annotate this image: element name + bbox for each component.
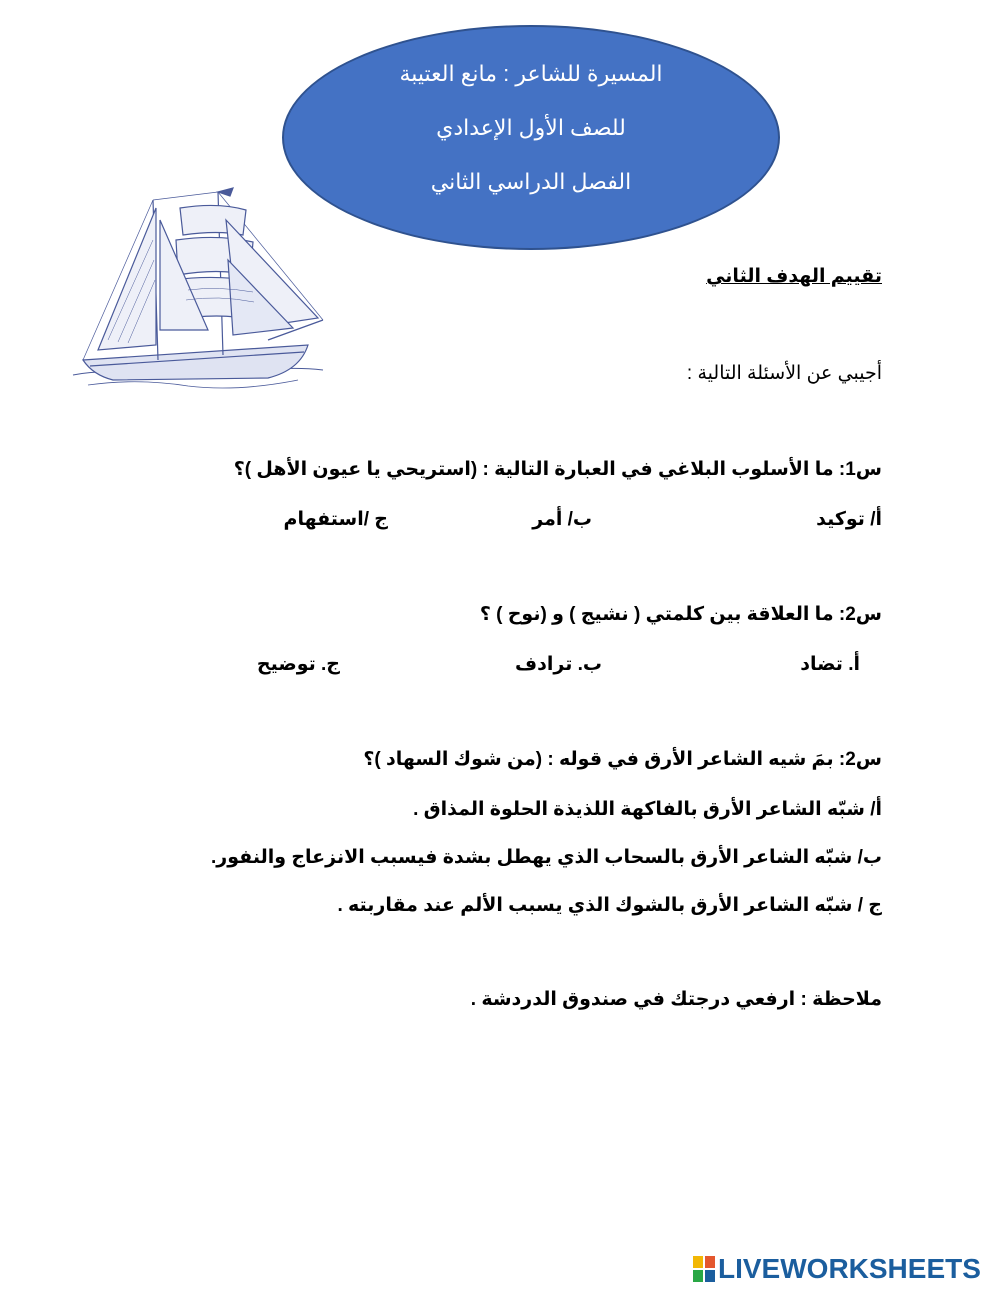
- question-3: س2: بمَ شيه الشاعر الأرق في قوله : (من شوك السهاد )؟: [363, 749, 882, 770]
- instruction-text: أجيبي عن الأسئلة التالية :: [686, 363, 882, 384]
- question-3-option-b[interactable]: ب/ شبّه الشاعر الأرق بالسحاب الذي يهطل بشدة فيسبب الانزعاج والنفور.: [211, 847, 882, 868]
- question-3-option-a[interactable]: أ/ شبّه الشاعر الأرق بالفاكهة اللذيذة الحلوة المذاق .: [413, 799, 882, 820]
- note-text: ملاحظة : ارفعي درجتك في صندوق الدردشة .: [470, 989, 882, 1010]
- question-1: س1: ما الأسلوب البلاغي في العبارة التالية : (استريحي يا عيون الأهل )؟: [233, 459, 882, 480]
- semester-label: الفصل الدراسي الثاني: [430, 169, 632, 194]
- section-title: تقييم الهدف الثاني: [706, 266, 882, 287]
- sailing-ship-illustration: [68, 180, 328, 400]
- liveworksheets-logo-text: LIVEWORKSHEETS: [718, 1253, 981, 1284]
- question-1-option-c[interactable]: ج /استفهام: [283, 509, 388, 530]
- question-1-option-a[interactable]: أ/ توكيد: [816, 509, 882, 530]
- liveworksheets-logo: [693, 1252, 981, 1286]
- question-2-option-c[interactable]: ج. توضيح: [256, 654, 340, 675]
- question-1-option-b[interactable]: ب/ أمر: [532, 509, 592, 530]
- title-ellipse: [282, 25, 780, 250]
- question-2: س2: ما العلاقة بين كلمتي ( نشيج ) و (نوح ) ؟: [479, 604, 882, 625]
- liveworksheets-logo-icon: [693, 1256, 715, 1282]
- question-2-option-b[interactable]: ب. ترادف: [515, 654, 602, 675]
- grade-label: للصف الأول الإعدادي: [436, 115, 626, 140]
- question-3-option-c[interactable]: ج / شبّه الشاعر الأرق بالشوك الذي يسبب الألم عند مقاربته .: [337, 895, 882, 916]
- lesson-title: المسيرة للشاعر : مانع العتيبة: [399, 61, 663, 86]
- question-2-option-a[interactable]: أ. تضاد: [800, 654, 860, 675]
